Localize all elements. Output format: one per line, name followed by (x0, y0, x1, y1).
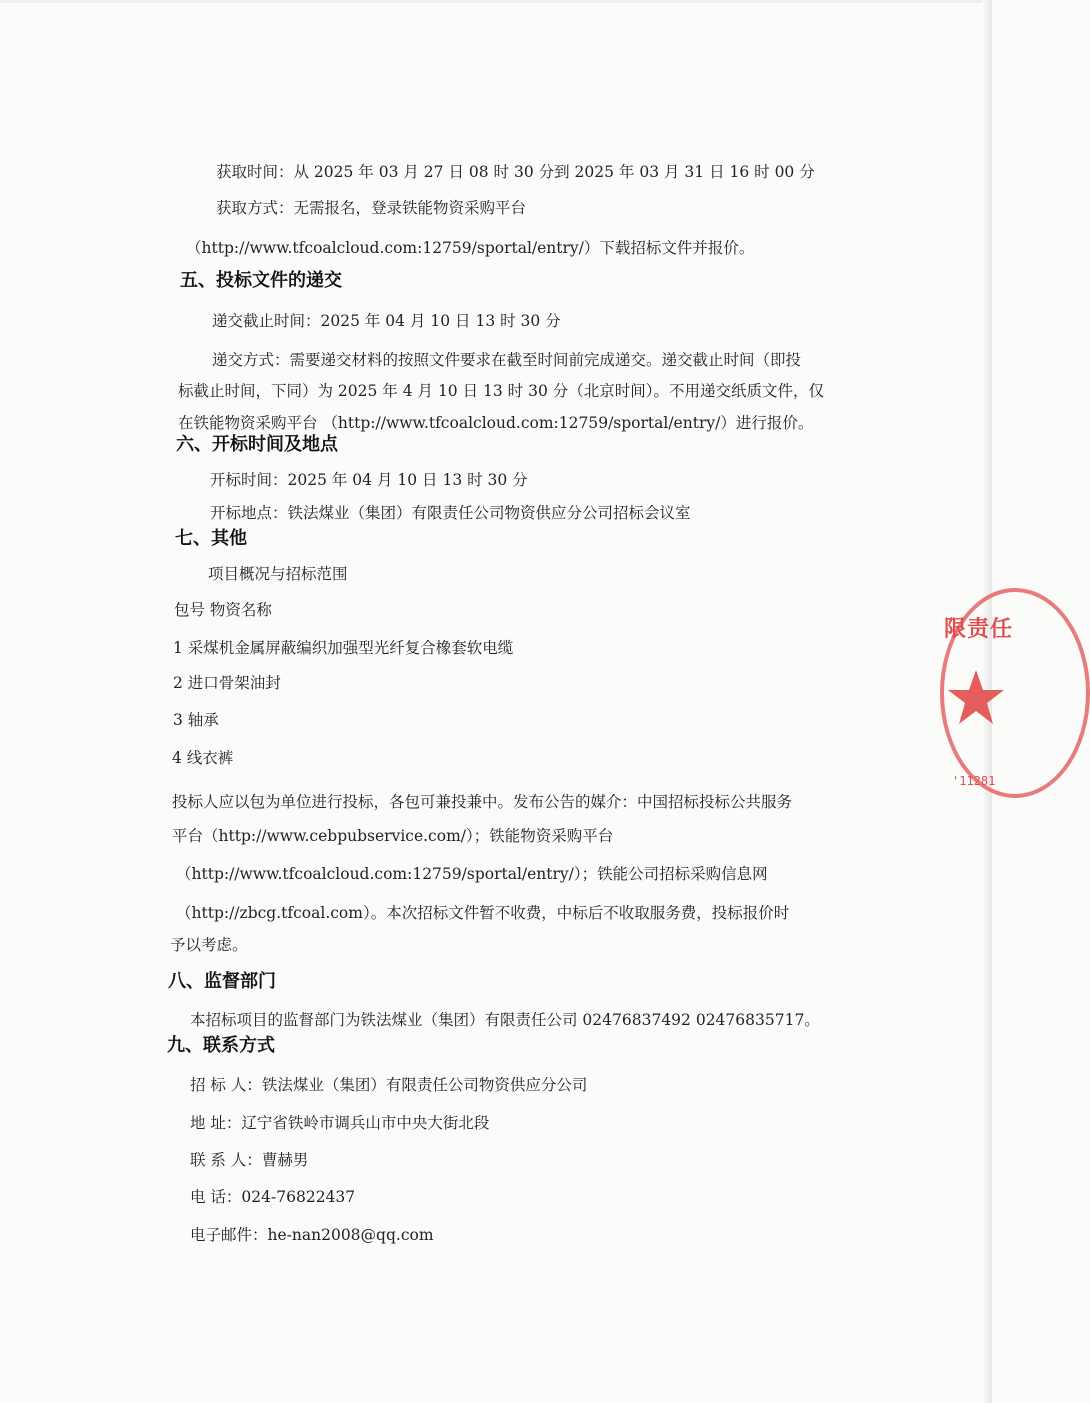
section-6-heading: 六、开标时间及地点 (176, 434, 338, 455)
contact-tenderer: 招 标 人：铁法煤业（集团）有限责任公司物资供应分公司 (190, 1076, 588, 1094)
package-item: 4 线衣裤 (172, 749, 234, 767)
supervision-line: 本招标项目的监督部门为铁法煤业（集团）有限责任公司 02476837492 02476835717。 (190, 1011, 820, 1029)
get-method-line: 获取方式：无需报名，登录铁能物资采购平台 (216, 199, 527, 217)
section-9-heading: 九、联系方式 (167, 1035, 275, 1056)
submit-method-line-2: 标截止时间，下同）为 2025 年 4 月 10 日 13 时 30 分（北京时间）。不用递交纸质文件，仅 (178, 382, 824, 400)
media-line-2: 平台（http://www.cebpubservice.com/）；铁能物资采购平台 (172, 827, 614, 845)
media-line-1: 投标人应以包为单位进行投标，各包可兼投兼中。发布公告的媒介：中国招标投标公共服务 (172, 793, 793, 811)
seal-star-icon (946, 668, 1006, 728)
project-overview-label: 项目概况与招标范围 (208, 565, 348, 583)
contact-person: 联 系 人：曹赫男 (190, 1151, 309, 1169)
contact-address: 地 址：辽宁省铁岭市调兵山市中央大街北段 (190, 1114, 490, 1132)
company-seal (934, 588, 1014, 803)
seal-code: '11281 (952, 774, 996, 788)
submit-method-line-1: 递交方式：需要递交材料的按照文件要求在截至时间前完成递交。递交截止时间（即投 (212, 351, 802, 369)
get-method-url-line: （http://www.tfcoalcloud.com:12759/sportal/entry/）下载招标文件并报价。 (186, 239, 755, 257)
package-item: 1 采煤机金属屏蔽编织加强型光纤复合橡套软电缆 (173, 639, 514, 657)
contact-phone: 电 话：024-76822437 (190, 1188, 356, 1206)
open-place-line: 开标地点：铁法煤业（集团）有限责任公司物资供应分公司招标会议室 (210, 504, 691, 522)
section-8-heading: 八、监督部门 (168, 971, 276, 992)
package-item: 3 轴承 (173, 711, 219, 729)
open-time-line: 开标时间：2025 年 04 月 10 日 13 时 30 分 (210, 471, 528, 489)
submit-deadline-line: 递交截止时间：2025 年 04 月 10 日 13 时 30 分 (212, 312, 561, 330)
package-table-header: 包号 物资名称 (174, 601, 272, 619)
media-line-3: （http://www.tfcoalcloud.com:12759/sportal/entry/）；铁能公司招标采购信息网 (176, 865, 768, 883)
media-line-5: 予以考虑。 (170, 936, 248, 954)
section-5-heading: 五、投标文件的递交 (180, 270, 342, 291)
submit-method-line-3: 在铁能物资采购平台 （http://www.tfcoalcloud.com:12759/sportal/entry/）进行报价。 (178, 414, 814, 432)
contact-email: 电子邮件：he-nan2008@qq.com (190, 1226, 434, 1244)
section-7-heading: 七、其他 (175, 528, 247, 549)
package-item: 2 进口骨架油封 (173, 674, 281, 692)
media-line-4: （http://zbcg.tfcoal.com）。本次招标文件暂不收费，中标后不收取服务费，投标报价时 (176, 904, 790, 922)
seal-text: 限责任 (944, 617, 1014, 642)
scan-top-edge (0, 0, 992, 3)
get-time-line: 获取时间：从 2025 年 03 月 27 日 08 时 30 分到 2025 年 03 月 31 日 16 时 00 分 (216, 163, 815, 181)
